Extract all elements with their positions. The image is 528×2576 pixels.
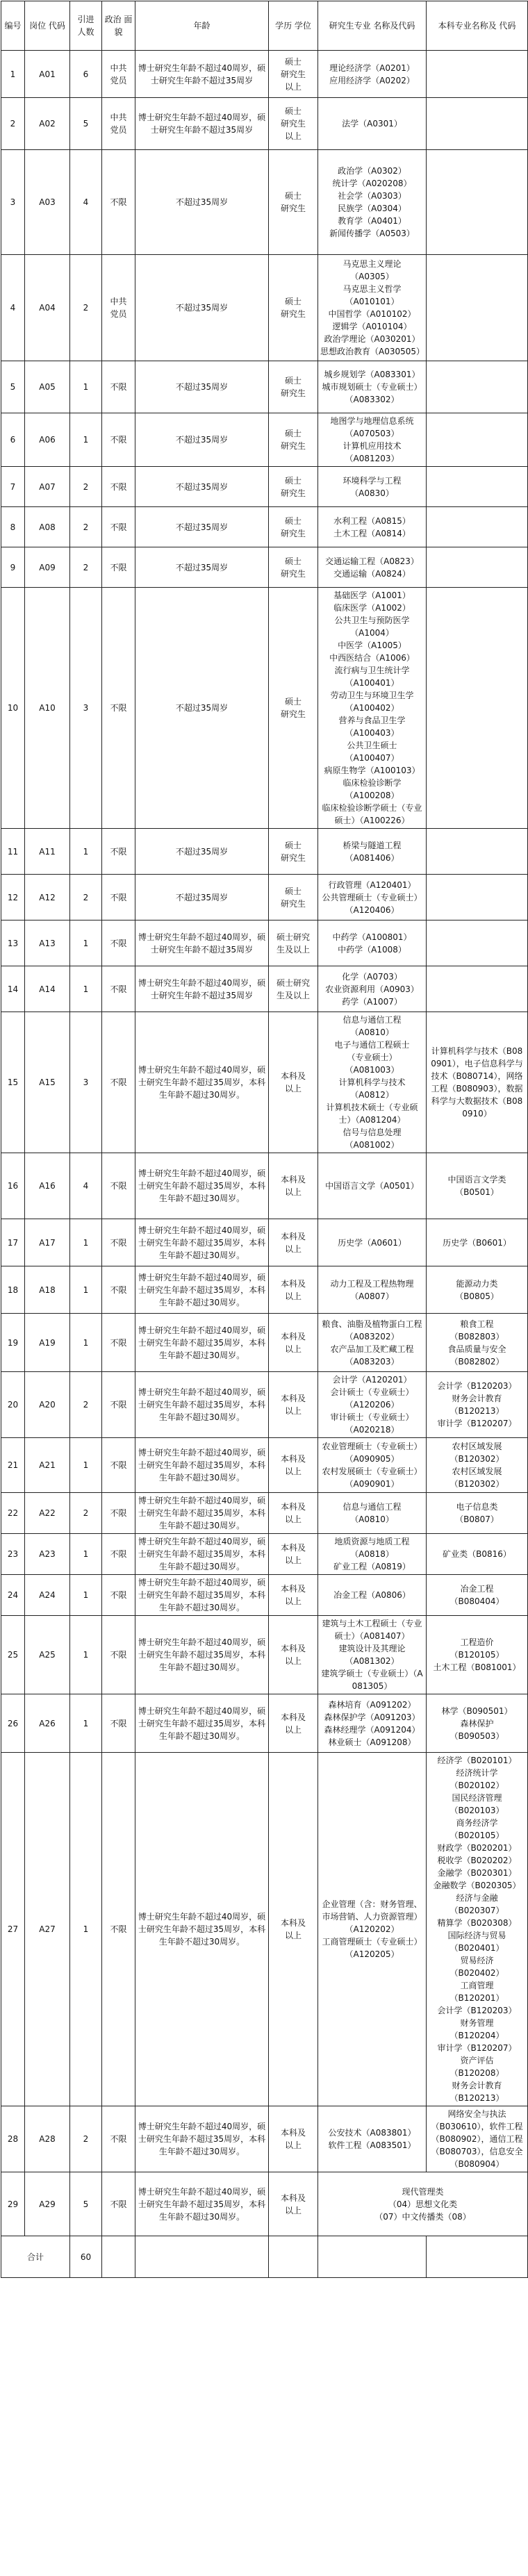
row-political: 不限	[102, 829, 135, 875]
row-post-code: A17	[25, 1219, 70, 1266]
row-ug-major: 计算机科学与技术（B080901），电子信息科学与技术（B080714），网络工程（B080903），数据科学与大数据技术（B080910）	[427, 1012, 528, 1153]
row-no: 7	[1, 467, 25, 507]
row-no: 25	[1, 1616, 25, 1694]
header-hires: 引进 人数	[70, 1, 102, 51]
row-ug-major	[427, 361, 528, 413]
row-political: 不限	[102, 1266, 135, 1314]
table-row	[1, 1493, 528, 1534]
row-education: 本科及 以上	[269, 1153, 318, 1219]
row-political: 不限	[102, 1153, 135, 1219]
row-hires: 1	[70, 1753, 102, 2106]
row-age: 博士研究生年龄不超过40周岁，硕士研究生年龄不超过35周岁，本科生年龄不超过30周岁。	[135, 2172, 269, 2236]
row-no: 4	[1, 255, 25, 361]
row-political: 不限	[102, 1219, 135, 1266]
row-grad-major: 政治学（A0302） 统计学（A020208） 社会学（A0303） 民族学（A0304） 教育学（A0401） 新闻传播学（A0503）	[318, 150, 427, 255]
row-political: 中共 党员	[102, 51, 135, 98]
row-education: 本科及 以上	[269, 1534, 318, 1575]
row-post-code: A21	[25, 1438, 70, 1493]
total-label: 合计	[1, 2236, 70, 2278]
row-ug-major: 农村区域发展 （B120302） 农村区域发展 （B120302）	[427, 1438, 528, 1493]
row-political: 不限	[102, 875, 135, 920]
row-political: 中共 党员	[102, 98, 135, 150]
row-hires: 1	[70, 829, 102, 875]
table-row	[1, 507, 528, 547]
row-post-code: A14	[25, 966, 70, 1012]
row-no: 8	[1, 507, 25, 547]
row-political: 不限	[102, 1314, 135, 1372]
row-political: 不限	[102, 547, 135, 588]
table-row	[1, 150, 528, 255]
row-no: 18	[1, 1266, 25, 1314]
row-no: 20	[1, 1372, 25, 1438]
row-ug-major: 工程造价 （B120105） 土木工程（B081001）	[427, 1616, 528, 1694]
row-education: 硕士 研究生	[269, 361, 318, 413]
row-post-code: A04	[25, 255, 70, 361]
row-grad-major: 公安技术（A083801） 软件工程（A083501）	[318, 2106, 427, 2172]
row-grad-major: 中药学（A100801） 中药学（A1008）	[318, 920, 427, 966]
table-row	[1, 1534, 528, 1575]
row-no: 13	[1, 920, 25, 966]
row-age: 博士研究生年龄不超过40周岁，硕士研究生年龄不超过35周岁，本科生年龄不超过30周岁。	[135, 1012, 269, 1153]
row-ug-major	[427, 51, 528, 98]
row-grad-major: 水利工程（A0815） 土木工程（A0814）	[318, 507, 427, 547]
row-hires: 3	[70, 1012, 102, 1153]
row-grad-major: 环境科学与工程 （A0830）	[318, 467, 427, 507]
row-education: 本科及 以上	[269, 1575, 318, 1616]
header-political: 政治 面貌	[102, 1, 135, 51]
row-age: 不超过35周岁	[135, 361, 269, 413]
row-no: 28	[1, 2106, 25, 2172]
row-hires: 2	[70, 1372, 102, 1438]
row-grad-major: 动力工程及工程热物理 （A0807）	[318, 1266, 427, 1314]
header-education: 学历 学位	[269, 1, 318, 51]
row-ug-major: 经济学（B020101） 经济统计学 （B020102） 国民经济管理 （B020103） 商务经济学 （B020105） 财政学（B020201） 税收学（B020202） 金融学（B020301） 金融数学（B020305） 经济与金融 （B020307） 精算学（B020308） 国际经济与贸易 （B020401） 贸易经济 （B020402） 工商管理 （B120201） 会计学（B120203） 财务管理 （B120204） 审计学（B120207） 资产评估 （B120208） 财务会计教育 （B120213）	[427, 1753, 528, 2106]
row-age: 不超过35周岁	[135, 829, 269, 875]
row-grad-major: 马克思主义理论 （A0305） 马克思主义哲学 （A010101） 中国哲学（A010102） 逻辑学（A010104） 政治学理论（A030201） 思想政治教育（A030505）	[318, 255, 427, 361]
row-education: 硕士 研究生	[269, 255, 318, 361]
row-post-code: A16	[25, 1153, 70, 1219]
row-hires: 1	[70, 1314, 102, 1372]
row-post-code: A25	[25, 1616, 70, 1694]
recruitment-table	[1, 1, 528, 2278]
row-age: 不超过35周岁	[135, 588, 269, 829]
row-ug-major: 网络安全与执法 （B030610），软件工程（B080902），通信工程（B080703），信息安全（B080904）	[427, 2106, 528, 2172]
row-ug-major: 林学（B090501） 森林保护 （B090503）	[427, 1694, 528, 1753]
row-post-code: A19	[25, 1314, 70, 1372]
row-post-code: A05	[25, 361, 70, 413]
row-no: 27	[1, 1753, 25, 2106]
row-post-code: A20	[25, 1372, 70, 1438]
row-age: 不超过35周岁	[135, 507, 269, 547]
row-post-code: A10	[25, 588, 70, 829]
row-age: 博士研究生年龄不超过40周岁，硕士研究生年龄不超过35周岁，本科生年龄不超过30周岁。	[135, 1438, 269, 1493]
row-age: 博士研究生年龄不超过40周岁，硕士研究生年龄不超过35周岁，本科生年龄不超过30周岁。	[135, 1575, 269, 1616]
row-hires: 2	[70, 507, 102, 547]
row-ug-major	[427, 150, 528, 255]
row-grad-major: 会计学（A120201） 会计硕士（专业硕士） （A120206） 审计硕士（专业硕士） （A020218）	[318, 1372, 427, 1438]
row-education: 本科及 以上	[269, 1314, 318, 1372]
row-ug-major	[427, 966, 528, 1012]
row-age: 不超过35周岁	[135, 467, 269, 507]
row-ug-major: 冶金工程 （B080404）	[427, 1575, 528, 1616]
row-age: 博士研究生年龄不超过40周岁，硕士研究生年龄不超过35周岁，本科生年龄不超过30周岁。	[135, 1266, 269, 1314]
row-ug-major	[427, 875, 528, 920]
header-post-code: 岗位 代码	[25, 1, 70, 51]
row-age: 博士研究生年龄不超过40周岁，硕士研究生年龄不超过35周岁	[135, 98, 269, 150]
row-political: 不限	[102, 150, 135, 255]
row-grad-major: 现代管理类 （04）思想文化类 （07）中文传播类（08）	[318, 2172, 528, 2236]
row-political: 不限	[102, 1493, 135, 1534]
row-education: 本科及 以上	[269, 1616, 318, 1694]
row-no: 26	[1, 1694, 25, 1753]
row-age: 博士研究生年龄不超过40周岁，硕士研究生年龄不超过35周岁，本科生年龄不超过30周岁。	[135, 1493, 269, 1534]
row-post-code: A03	[25, 150, 70, 255]
row-political: 不限	[102, 1753, 135, 2106]
row-education: 本科及 以上	[269, 1219, 318, 1266]
row-age: 不超过35周岁	[135, 875, 269, 920]
table-row	[1, 966, 528, 1012]
row-political: 不限	[102, 1534, 135, 1575]
row-education: 硕士 研究生	[269, 507, 318, 547]
row-education: 硕士 研究生	[269, 588, 318, 829]
row-post-code: A15	[25, 1012, 70, 1153]
row-hires: 1	[70, 1534, 102, 1575]
row-post-code: A22	[25, 1493, 70, 1534]
row-post-code: A08	[25, 507, 70, 547]
row-ug-major: 能源动力类 （B0805）	[427, 1266, 528, 1314]
footer-row	[1, 2236, 528, 2278]
row-hires: 5	[70, 2172, 102, 2236]
table-row	[1, 98, 528, 150]
row-hires: 4	[70, 1153, 102, 1219]
row-ug-major	[427, 920, 528, 966]
row-political: 不限	[102, 966, 135, 1012]
row-no: 1	[1, 51, 25, 98]
total-count: 60	[70, 2236, 102, 2278]
row-age: 博士研究生年龄不超过40周岁，硕士研究生年龄不超过35周岁，本科生年龄不超过30周岁。	[135, 1153, 269, 1219]
row-hires: 2	[70, 467, 102, 507]
row-grad-major: 粮食、油脂及植物蛋白工程（A083202） 农产品加工及贮藏工程 （A083203）	[318, 1314, 427, 1372]
table-row	[1, 1575, 528, 1616]
row-ug-major	[427, 829, 528, 875]
row-grad-major: 历史学（A0601）	[318, 1219, 427, 1266]
row-hires: 1	[70, 1219, 102, 1266]
row-grad-major: 冶金工程（A0806）	[318, 1575, 427, 1616]
row-ug-major: 历史学（B0601）	[427, 1219, 528, 1266]
row-no: 23	[1, 1534, 25, 1575]
row-age: 不超过35周岁	[135, 413, 269, 467]
row-no: 22	[1, 1493, 25, 1534]
row-hires: 5	[70, 98, 102, 150]
row-no: 11	[1, 829, 25, 875]
row-age: 博士研究生年龄不超过40周岁，硕士研究生年龄不超过35周岁，本科生年龄不超过30周岁。	[135, 2106, 269, 2172]
row-education: 硕士 研究生	[269, 467, 318, 507]
row-education: 本科及 以上	[269, 2106, 318, 2172]
row-no: 14	[1, 966, 25, 1012]
row-age: 博士研究生年龄不超过40周岁，硕士研究生年龄不超过35周岁	[135, 51, 269, 98]
table-row	[1, 413, 528, 467]
row-education: 硕士研究 生及以上	[269, 920, 318, 966]
row-no: 12	[1, 875, 25, 920]
table-row	[1, 1372, 528, 1438]
row-no: 3	[1, 150, 25, 255]
row-post-code: A26	[25, 1694, 70, 1753]
row-ug-major	[427, 588, 528, 829]
row-political: 不限	[102, 467, 135, 507]
row-political: 不限	[102, 1694, 135, 1753]
row-education: 本科及 以上	[269, 1266, 318, 1314]
row-no: 17	[1, 1219, 25, 1266]
row-no: 24	[1, 1575, 25, 1616]
row-post-code: A24	[25, 1575, 70, 1616]
row-no: 16	[1, 1153, 25, 1219]
row-hires: 6	[70, 51, 102, 98]
row-no: 5	[1, 361, 25, 413]
row-hires: 1	[70, 966, 102, 1012]
row-post-code: A27	[25, 1753, 70, 2106]
row-hires: 2	[70, 2106, 102, 2172]
row-political: 不限	[102, 2172, 135, 2236]
row-no: 6	[1, 413, 25, 467]
row-political: 不限	[102, 920, 135, 966]
table-row	[1, 1438, 528, 1493]
row-education: 硕士研究 生及以上	[269, 966, 318, 1012]
row-age: 不超过35周岁	[135, 150, 269, 255]
row-age: 博士研究生年龄不超过40周岁，硕士研究生年龄不超过35周岁，本科生年龄不超过30周岁。	[135, 1314, 269, 1372]
row-hires: 1	[70, 1438, 102, 1493]
row-grad-major: 中国语言文学（A0501）	[318, 1153, 427, 1219]
row-post-code: A12	[25, 875, 70, 920]
table-row	[1, 51, 528, 98]
row-hires: 1	[70, 920, 102, 966]
header-ug-major: 本科专业名称及 代码	[427, 1, 528, 51]
table-row	[1, 1616, 528, 1694]
row-age: 博士研究生年龄不超过40周岁，硕士研究生年龄不超过35周岁	[135, 920, 269, 966]
row-education: 本科及 以上	[269, 1012, 318, 1153]
table-row	[1, 361, 528, 413]
row-age: 不超过35周岁	[135, 255, 269, 361]
row-hires: 1	[70, 361, 102, 413]
row-post-code: A11	[25, 829, 70, 875]
row-post-code: A29	[25, 2172, 70, 2236]
row-post-code: A01	[25, 51, 70, 98]
row-no: 2	[1, 98, 25, 150]
row-education: 硕士 研究生	[269, 547, 318, 588]
row-education: 本科及 以上	[269, 2172, 318, 2236]
row-grad-major: 企业管理（含：财务管理、市场营销、人力资源管理）（A120202） 工商管理硕士（专业硕士）（A120205）	[318, 1753, 427, 2106]
row-hires: 1	[70, 413, 102, 467]
table-row	[1, 467, 528, 507]
row-hires: 2	[70, 1493, 102, 1534]
row-ug-major: 粮食工程 （B082803） 食品质量与安全 （B082802）	[427, 1314, 528, 1372]
row-post-code: A18	[25, 1266, 70, 1314]
row-education: 本科及 以上	[269, 1753, 318, 2106]
row-political: 不限	[102, 1616, 135, 1694]
row-grad-major: 地质资源与地质工程 （A0818） 矿业工程（A0819）	[318, 1534, 427, 1575]
header-grad-major: 研究生专业 名称及代码	[318, 1, 427, 51]
row-hires: 1	[70, 1694, 102, 1753]
table-row	[1, 1753, 528, 2106]
row-political: 不限	[102, 588, 135, 829]
row-post-code: A09	[25, 547, 70, 588]
table-row	[1, 1012, 528, 1153]
row-grad-major: 化学（A0703） 农业资源利用（A0903） 药学（A1007）	[318, 966, 427, 1012]
row-education: 硕士 研究生	[269, 150, 318, 255]
row-no: 21	[1, 1438, 25, 1493]
row-hires: 1	[70, 1575, 102, 1616]
row-political: 不限	[102, 507, 135, 547]
row-education: 硕士 研究生 以上	[269, 51, 318, 98]
row-hires: 1	[70, 1266, 102, 1314]
row-grad-major: 建筑与土木工程硕士（专业硕士）（A081407） 建筑设计及其理论 （A081302） 建筑学硕士（专业硕士）（A081305）	[318, 1616, 427, 1694]
row-political: 不限	[102, 1012, 135, 1153]
header-row	[1, 1, 528, 51]
row-ug-major	[427, 98, 528, 150]
table-row	[1, 588, 528, 829]
row-post-code: A02	[25, 98, 70, 150]
row-grad-major: 理论经济学（A0201） 应用经济学（A0202）	[318, 51, 427, 98]
row-hires: 2	[70, 547, 102, 588]
table-row	[1, 547, 528, 588]
row-ug-major	[427, 467, 528, 507]
row-education: 本科及 以上	[269, 1493, 318, 1534]
row-political: 不限	[102, 1372, 135, 1438]
row-age: 博士研究生年龄不超过40周岁，硕士研究生年龄不超过35周岁，本科生年龄不超过30周岁。	[135, 1616, 269, 1694]
row-grad-major: 桥梁与隧道工程 （A081406）	[318, 829, 427, 875]
row-education: 硕士 研究生	[269, 829, 318, 875]
row-post-code: A28	[25, 2106, 70, 2172]
table-row	[1, 1153, 528, 1219]
row-age: 博士研究生年龄不超过40周岁，硕士研究生年龄不超过35周岁，本科生年龄不超过30周岁。	[135, 1219, 269, 1266]
row-education: 硕士 研究生	[269, 875, 318, 920]
table-row	[1, 1266, 528, 1314]
row-post-code: A07	[25, 467, 70, 507]
row-post-code: A06	[25, 413, 70, 467]
row-political: 不限	[102, 2106, 135, 2172]
row-ug-major: 电子信息类 （B0807）	[427, 1493, 528, 1534]
row-grad-major: 基础医学（A1001） 临床医学（A1002） 公共卫生与预防医学 （A1004） 中医学（A1005） 中西医结合（A1006） 流行病与卫生统计学 （A100401） 劳动卫生与环境卫生学 （A100402） 营养与食品卫生学 （A100403） 公共卫生硕士 （A100407） 病原生物学（A100103） 临床检验诊断学 （A100208） 临床检验诊断学硕士（专业硕士）（A100226）	[318, 588, 427, 829]
row-education: 硕士 研究生	[269, 413, 318, 467]
row-age: 博士研究生年龄不超过40周岁，硕士研究生年龄不超过35周岁，本科生年龄不超过30周岁。	[135, 1534, 269, 1575]
header-no: 编号	[1, 1, 25, 51]
row-age: 博士研究生年龄不超过40周岁，硕士研究生年龄不超过35周岁，本科生年龄不超过30周岁。	[135, 1372, 269, 1438]
row-age: 博士研究生年龄不超过40周岁，硕士研究生年龄不超过35周岁，本科生年龄不超过30周岁。	[135, 1694, 269, 1753]
row-grad-major: 信息与通信工程 （A0810）	[318, 1493, 427, 1534]
row-education: 本科及 以上	[269, 1694, 318, 1753]
table-row	[1, 1694, 528, 1753]
row-grad-major: 交通运输工程（A0823） 交通运输（A0824）	[318, 547, 427, 588]
row-no: 15	[1, 1012, 25, 1153]
row-hires: 2	[70, 255, 102, 361]
table-row	[1, 829, 528, 875]
row-grad-major: 城乡规划学（A083301） 城市规划硕士（专业硕士）（A083302）	[318, 361, 427, 413]
row-age: 博士研究生年龄不超过40周岁，硕士研究生年龄不超过35周岁，本科生年龄不超过30周岁。	[135, 1753, 269, 2106]
row-grad-major: 农业管理硕士（专业硕士）（A090905） 农村发展硕士（专业硕士）（A090901）	[318, 1438, 427, 1493]
row-ug-major	[427, 255, 528, 361]
row-no: 29	[1, 2172, 25, 2236]
row-political: 不限	[102, 1575, 135, 1616]
row-ug-major: 矿业类（B0816）	[427, 1534, 528, 1575]
row-grad-major: 森林培育（A091202） 森林保护学（A091203） 森林经理学（A091204） 林业硕士（A091208）	[318, 1694, 427, 1753]
row-political: 中共 党员	[102, 255, 135, 361]
row-education: 本科及 以上	[269, 1372, 318, 1438]
row-age: 博士研究生年龄不超过40周岁，硕士研究生年龄不超过35周岁	[135, 966, 269, 1012]
row-grad-major: 行政管理（A120401） 公共管理硕士（专业硕士）（A120406）	[318, 875, 427, 920]
table-row	[1, 1219, 528, 1266]
table-row	[1, 875, 528, 920]
row-post-code: A23	[25, 1534, 70, 1575]
row-no: 19	[1, 1314, 25, 1372]
table-row	[1, 2172, 528, 2236]
table-row	[1, 1314, 528, 1372]
table-row	[1, 2106, 528, 2172]
row-grad-major: 法学（A0301）	[318, 98, 427, 150]
row-ug-major: 中国语言文学类 （B0501）	[427, 1153, 528, 1219]
row-education: 本科及 以上	[269, 1438, 318, 1493]
row-grad-major: 信息与通信工程 （A0810） 电子与通信工程硕士 （专业硕士） （A081003） 计算机科学与技术 （A0812） 计算机技术硕士（专业硕士）（A081204） 信号与信息处理 （A081002）	[318, 1012, 427, 1153]
row-hires: 4	[70, 150, 102, 255]
row-hires: 2	[70, 875, 102, 920]
row-hires: 3	[70, 588, 102, 829]
row-political: 不限	[102, 1438, 135, 1493]
row-ug-major: 会计学（B120203） 财务会计教育 （B120213） 审计学（B120207）	[427, 1372, 528, 1438]
row-age: 不超过35周岁	[135, 547, 269, 588]
row-no: 10	[1, 588, 25, 829]
header-age: 年龄	[135, 1, 269, 51]
row-education: 硕士 研究生 以上	[269, 98, 318, 150]
row-post-code: A13	[25, 920, 70, 966]
table-row	[1, 255, 528, 361]
row-political: 不限	[102, 413, 135, 467]
row-no: 9	[1, 547, 25, 588]
table-row	[1, 920, 528, 966]
row-ug-major	[427, 547, 528, 588]
row-hires: 1	[70, 1616, 102, 1694]
row-grad-major: 地图学与地理信息系统 （A070503） 计算机应用技术 （A081203）	[318, 413, 427, 467]
row-ug-major	[427, 507, 528, 547]
row-ug-major	[427, 413, 528, 467]
row-political: 不限	[102, 361, 135, 413]
